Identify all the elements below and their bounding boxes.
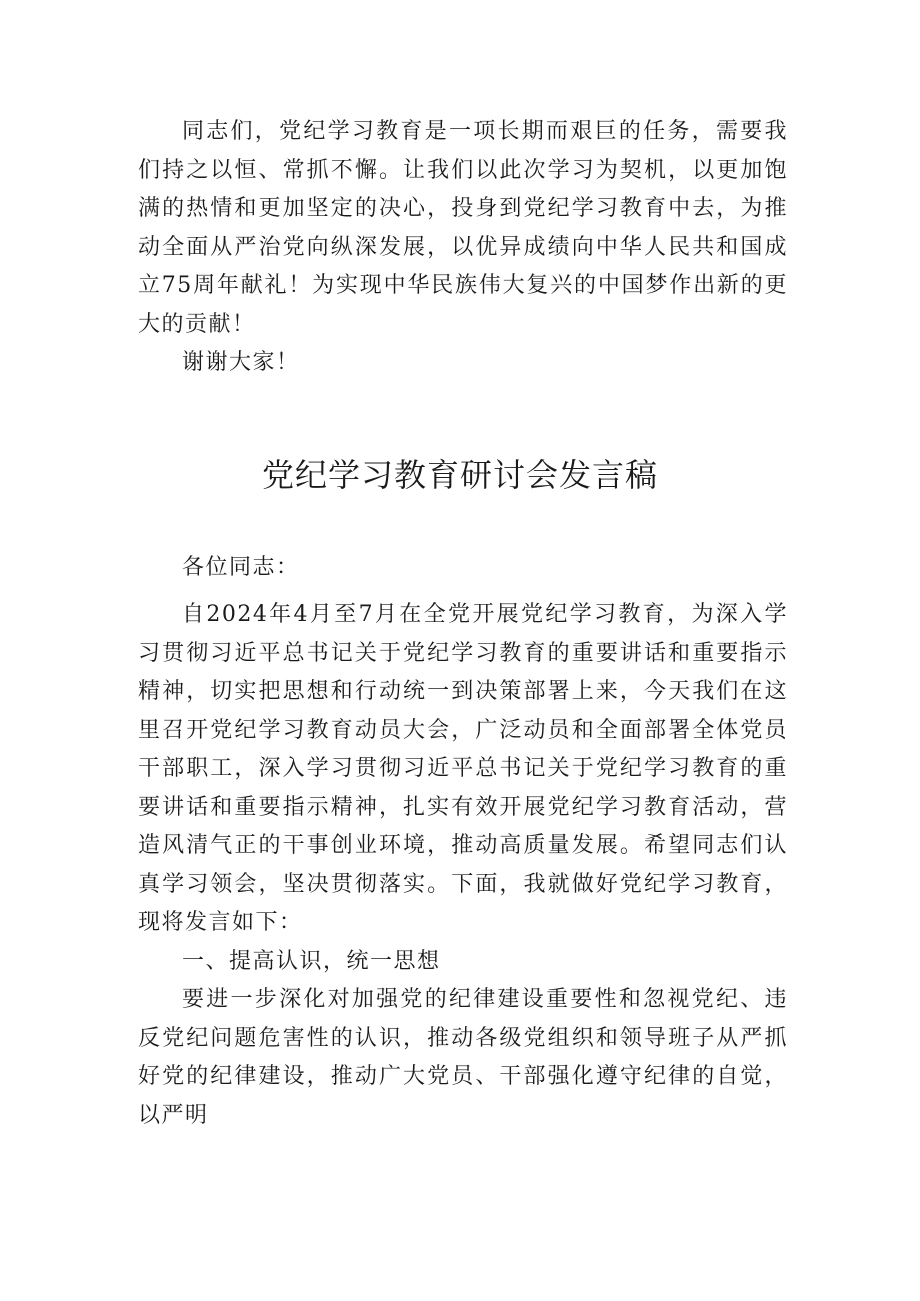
intro-paragraph: 自2024年4月至7月在全党开展党纪学习教育，为深入学习贯彻习近平总书记关于党纪学习教育的重要讲话和重要指示精神，切实把思想和行动统一到决策部署上来，今天我们在这里召开党纪学习教育动员大会，广泛动员和全面部署全体党员干部职工，深入学习贯彻习近平总书记关于党纪学习教育的重要讲话和重要指示精神，扎实有效开展党纪学习教育活动，营造风清气正的干事创业环境，推动高质量发展。希望同志们认真学习领会，坚决贯彻落实。下面，我就做好党纪学习教育，现将发言如下： — [138, 602, 788, 935]
section-heading-1: 一、提高认识，统一思想 — [182, 948, 441, 974]
section-1-paragraph: 要进一步深化对加强党的纪律建设重要性和忽视党纪、违反党纪问题危害性的认识，推动各级党组织和领导班子从严抓好党的纪律建设，推动广大党员、干部强化遵守纪律的自觉，以严明 — [138, 987, 788, 1128]
document-title: 党纪学习教育研讨会发言稿 — [261, 456, 658, 494]
thanks-line: 谢谢大家！ — [182, 350, 300, 375]
speech-body — [138, 596, 788, 1135]
previous-closing-paragraph: 同志们，党纪学习教育是一项长期而艰巨的任务，需要我们持之以恒、常抓不懈。让我们以此次学习为契机，以更加饱满的热情和更加坚定的决心，投身到党纪学习教育中去，为推动全面从严治党向纵深发展，以优异成绩向中华人民共和国成立75周年献礼！为实现中华民族伟大复兴的中国梦作出新的更大的贡献！ — [138, 119, 788, 337]
previous-section — [138, 113, 788, 383]
salutation: 各位同志： — [182, 555, 300, 580]
